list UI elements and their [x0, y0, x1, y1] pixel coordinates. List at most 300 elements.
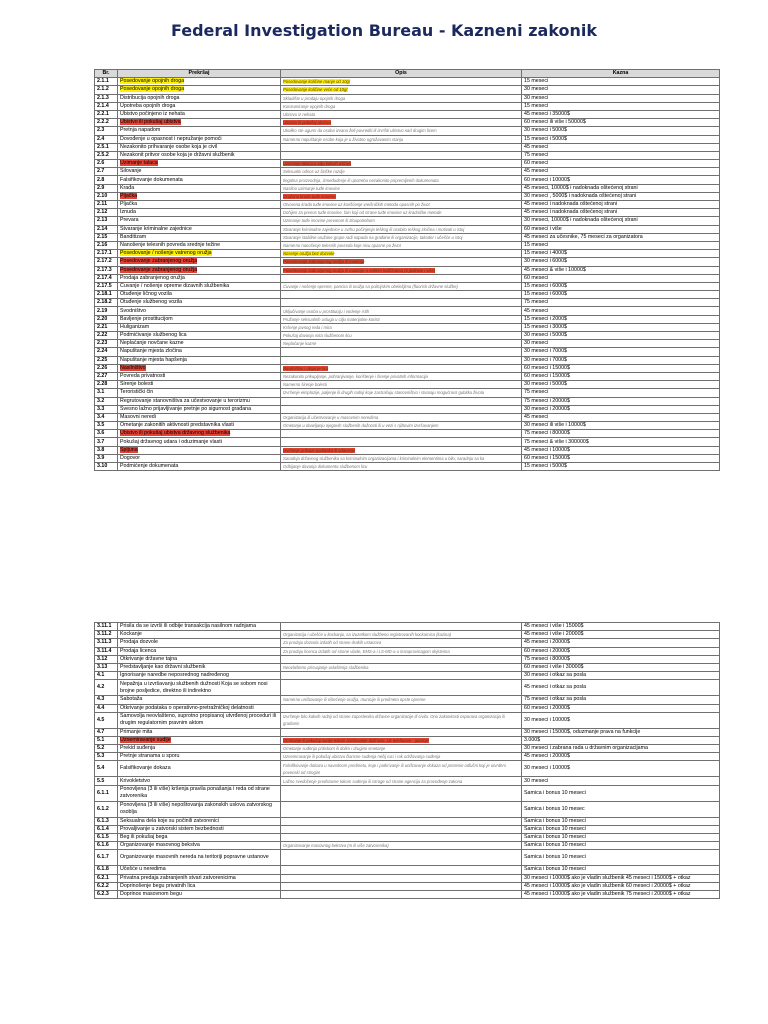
offense-description-text: Stvaranje kriminalne zajednice u svrhu počinjenja teškog ili osobito teškog zločina i motivati u istoj — [283, 226, 465, 232]
offense-description — [281, 882, 522, 890]
offense-description-text: Namerno nanošenje telesnih povreda koje nisu opasne po život — [283, 243, 401, 249]
offense-name-text: Pretnja napadom — [120, 127, 161, 134]
penalty — [522, 405, 720, 413]
table-row — [95, 274, 720, 282]
penalty — [522, 663, 720, 671]
table-row — [95, 430, 720, 438]
penalty — [522, 890, 720, 898]
penalty-text: 60 meseci i 15000$ — [524, 454, 570, 461]
penalty-text: 60 meseci — [524, 274, 549, 281]
offense-name — [118, 430, 281, 438]
offense-description-text: Seksualni odnos uz fizičke razdje — [283, 169, 345, 175]
penalty-text: 30 meseci i 7000$ — [524, 356, 567, 363]
offense-description-text: Pokušaj davanja mita službenom licu — [283, 333, 352, 339]
offense-description — [281, 78, 522, 86]
article-number-text: 2.25 — [97, 356, 108, 363]
offense-description — [281, 102, 522, 110]
offense-name-text: Dovođenje u opasnost i nepružanje pomoći — [120, 135, 222, 142]
article-number-text: 2.9 — [97, 184, 105, 191]
offense-description — [281, 446, 522, 454]
table-row — [95, 94, 720, 102]
penalty — [522, 192, 720, 200]
article-number — [95, 446, 118, 454]
table-row — [95, 639, 720, 647]
penalty — [522, 356, 720, 364]
offense-name-text: Nezakonito prihvaranje osobe koja je civil — [120, 143, 218, 150]
table-row — [95, 753, 720, 761]
offense-description — [281, 430, 522, 438]
offense-name — [118, 160, 281, 168]
article-number — [95, 785, 118, 801]
penalty-text: 15 meseci i 6000$ — [524, 282, 567, 289]
penalty-text: 15 meseci i 5000$ — [524, 463, 567, 470]
penalty — [522, 874, 720, 882]
penalty-text: 30 meseci i 15000$, oduzmanje prava na funkcije — [524, 728, 641, 735]
article-number — [95, 233, 118, 241]
article-number — [95, 201, 118, 209]
article-number — [95, 736, 118, 744]
offense-description — [281, 890, 522, 898]
offense-name-text: Prodaja dozvole — [120, 639, 158, 646]
offense-name — [118, 332, 281, 340]
offense-name-text: Iznuda — [120, 209, 136, 216]
offense-name-text: Dogovor — [120, 454, 141, 461]
offense-name — [118, 127, 281, 135]
penalty — [522, 86, 720, 94]
penalty — [522, 348, 720, 356]
penalty — [522, 209, 720, 217]
offense-description — [281, 356, 522, 364]
offense-name — [118, 745, 281, 753]
offense-name — [118, 405, 281, 413]
article-number — [95, 639, 118, 647]
offense-name — [118, 446, 281, 454]
article-number — [95, 110, 118, 118]
article-number — [95, 86, 118, 94]
offense-description-text: Čuvanje i nošenje opreme, pancira ili oružja sa policijskim obeležjima (fluorisk državne službe) — [283, 283, 458, 289]
offense-description — [281, 704, 522, 712]
article-number-text: 2.21 — [97, 323, 108, 330]
penalty — [522, 176, 720, 184]
penalty-text: 15 meseci i 2000$ — [524, 315, 567, 322]
penalty-text: 15 meseci i 6000$ — [524, 291, 567, 298]
table-row — [95, 850, 720, 866]
table-row — [95, 413, 720, 421]
penalty-text: 30 meseci i 6000$ — [524, 258, 567, 265]
article-number-text: 2.10 — [97, 192, 108, 199]
penalty-text: 75 meseci — [524, 151, 549, 158]
penalty — [522, 127, 720, 135]
offense-description — [281, 639, 522, 647]
article-number-text: 2.1.4 — [97, 102, 109, 109]
article-number-text: 2.22 — [97, 332, 108, 339]
offense-name — [118, 78, 281, 86]
article-number — [95, 160, 118, 168]
offense-description-text: Organizovanje masovnog bekstva (m ili više zatvorenika) — [283, 843, 389, 849]
article-number — [95, 266, 118, 274]
offense-name — [118, 680, 281, 696]
article-number-text: 2.3 — [97, 127, 105, 134]
article-number — [95, 647, 118, 655]
offense-name — [118, 712, 281, 728]
table-row — [95, 631, 720, 639]
offense-name-text: Pljačka — [120, 192, 138, 199]
offense-name — [118, 225, 281, 233]
offense-description — [281, 209, 522, 217]
article-number — [95, 184, 118, 192]
offense-description — [281, 631, 522, 639]
article-number-text: 3.5 — [97, 422, 105, 429]
offense-description — [281, 753, 522, 761]
offense-description-text: Posedovanje zabranjenog oružja ili municije u velikim količinama (3 jedinice i više) — [283, 267, 436, 273]
offense-name — [118, 785, 281, 801]
penalty — [522, 785, 720, 801]
article-number-text: 5.5 — [97, 777, 105, 784]
offense-name-text: Doprinos masovnom begu — [120, 891, 182, 898]
offense-description — [281, 168, 522, 176]
offense-name-text: Ignorisanje naredbe neposrednog nadređenog — [120, 672, 229, 679]
offense-name — [118, 696, 281, 704]
penalty-text: 60 meseci i 15000$ — [524, 364, 570, 371]
offense-name — [118, 233, 281, 241]
penalty — [522, 282, 720, 290]
article-number-text: 2.24 — [97, 348, 108, 355]
offense-name — [118, 639, 281, 647]
offense-name-text: Otkrivanje podataka o operativno-pretražničkoj delatnosti — [120, 704, 254, 711]
offense-description — [281, 110, 522, 118]
offense-description-text: Za prodaju dozvola izdatih od strane drakih ustanova — [283, 640, 382, 646]
offense-description — [281, 348, 522, 356]
offense-description — [281, 623, 522, 631]
penalty-text: 45 meseci za učesnike, 75 meseci za organizatora — [524, 233, 643, 240]
article-number-text: 2.19 — [97, 307, 108, 314]
penalty-text: 30 meseci ili više i 10000$ — [524, 422, 586, 429]
offense-name — [118, 463, 281, 471]
article-number — [95, 389, 118, 397]
offense-name-text: Posedovanje zabranjenog oružja — [120, 266, 198, 273]
penalty — [522, 143, 720, 151]
article-number — [95, 127, 118, 135]
article-number-text: 3.12 — [97, 655, 108, 662]
table-row — [95, 315, 720, 323]
penalty — [522, 291, 720, 299]
offense-description-text: Ometanje ili pokušaj sudije tokom izvršavanje dužnosti. Uz telefonom - jutarnje — [283, 737, 429, 743]
article-number — [95, 882, 118, 890]
penalty — [522, 315, 720, 323]
offense-description — [281, 463, 522, 471]
offense-name — [118, 307, 281, 315]
table-row — [95, 241, 720, 249]
article-number-text: 4.7 — [97, 728, 105, 735]
penalty-text: 75 meseci — [524, 299, 549, 306]
penalty-text: 3.000$ — [524, 736, 541, 743]
penalty — [522, 413, 720, 421]
article-number-text: 2.1.2 — [97, 86, 109, 93]
article-number-text: 3.11.2 — [97, 631, 112, 638]
offense-name — [118, 184, 281, 192]
article-number-text: 5.1 — [97, 736, 105, 743]
article-number — [95, 168, 118, 176]
article-number-text: 2.5.1 — [97, 143, 109, 150]
penalty-text: 15 meseci i 5000$ — [524, 135, 567, 142]
penalty — [522, 119, 720, 127]
table-row — [95, 225, 720, 233]
penalty — [522, 389, 720, 397]
offense-description — [281, 225, 522, 233]
offense-description-text: Ubistvo iz nehata — [283, 112, 316, 118]
article-number-text: 6.1.4 — [97, 825, 109, 832]
article-number-text: 3.2 — [97, 397, 105, 404]
article-number-text: 2.17.5 — [97, 282, 112, 289]
table-row — [95, 446, 720, 454]
offense-name — [118, 397, 281, 405]
offense-description-text: Kršenje javnog reda i mira — [283, 324, 332, 330]
article-number — [95, 866, 118, 874]
penalty-text: 30 meseci , 5000$ i nadoknada oštećenoj strani — [524, 192, 637, 199]
offense-name — [118, 94, 281, 102]
table-row — [95, 761, 720, 777]
offense-description — [281, 413, 522, 421]
offense-name-text: Predstavljanje kao državni službenik — [120, 664, 206, 671]
table-row — [95, 78, 720, 86]
table-row — [95, 233, 720, 241]
article-number — [95, 348, 118, 356]
offense-name — [118, 882, 281, 890]
offense-name — [118, 704, 281, 712]
penalty-text: Samica i bonus 10 meseci — [524, 789, 586, 796]
penalty-text: Samica i bonus 10 meseci — [524, 854, 586, 861]
article-number — [95, 438, 118, 446]
offense-description — [281, 777, 522, 785]
offense-description — [281, 241, 522, 249]
article-number — [95, 761, 118, 777]
table-row — [95, 201, 720, 209]
offense-name-text: Organizovanje masovnog bekstva — [120, 842, 200, 849]
article-number-text: 6.1.2 — [97, 805, 109, 812]
penalty — [522, 102, 720, 110]
offense-name — [118, 850, 281, 866]
header-br: Br. — [95, 70, 118, 78]
offense-name-text: Regrutovanje stanovništva za učestvovanje u terorizmu — [120, 397, 250, 404]
penalty-text: 30 meseci, 10000$ i nadoknada oštećenoj strani — [524, 217, 638, 224]
offense-name — [118, 110, 281, 118]
table-row — [95, 785, 720, 801]
offense-name-text: Posedovanje / nošenje vatrenog oružja — [120, 250, 212, 257]
offense-name — [118, 663, 281, 671]
penalty — [522, 274, 720, 282]
table-row — [95, 217, 720, 225]
title-organization: Federal Investigation Bureau — [170, 21, 434, 40]
penalty-text: 45 meseci i nadoknada oštećenoj strani — [524, 201, 618, 208]
penalty-text: 75 meseci i 80000$ — [524, 430, 570, 437]
penalty-text: 60 meseci i više — [524, 225, 562, 232]
offense-name — [118, 151, 281, 159]
article-number-text: 6.1.5 — [97, 834, 109, 841]
offense-description — [281, 151, 522, 159]
offense-description — [281, 745, 522, 753]
penalty-text: 75 meseci — [524, 389, 549, 396]
offense-description — [281, 291, 522, 299]
penalty-text: 60 meseci — [524, 160, 549, 167]
penalty — [522, 623, 720, 631]
offense-description-text: Nosenje oružja bez dozvole — [283, 251, 335, 257]
penalty-text: Samica i bonus 10 meseci — [524, 817, 586, 824]
article-number-text: 3.13 — [97, 664, 108, 671]
offense-name-text: Krivokletstvo — [120, 777, 151, 784]
table-row — [95, 463, 720, 471]
offense-name — [118, 777, 281, 785]
offense-description — [281, 655, 522, 663]
penalty — [522, 745, 720, 753]
penalty — [522, 323, 720, 331]
offense-description — [281, 389, 522, 397]
offense-description — [281, 696, 522, 704]
penalty — [522, 825, 720, 833]
offense-name — [118, 753, 281, 761]
penalty — [522, 135, 720, 143]
article-number — [95, 274, 118, 282]
offense-description-text: Nasilništvo i ubijanje lica — [283, 365, 329, 371]
article-number — [95, 143, 118, 151]
article-number-text: 5.3 — [97, 753, 105, 760]
penalty — [522, 655, 720, 663]
offense-description — [281, 127, 522, 135]
article-number — [95, 834, 118, 842]
article-number — [95, 364, 118, 372]
penalty — [522, 110, 720, 118]
offense-description — [281, 761, 522, 777]
article-number-text: 4.5 — [97, 716, 105, 723]
article-number — [95, 381, 118, 389]
offense-description — [281, 217, 522, 225]
offense-name — [118, 176, 281, 184]
penalty-text: 45 meseci — [524, 168, 549, 175]
penalty — [522, 631, 720, 639]
penalty — [522, 94, 720, 102]
article-number-text: 2.20 — [97, 315, 108, 322]
table-row — [95, 389, 720, 397]
offense-name-text: Doprinošenje begu privatnih lica — [120, 882, 196, 889]
penalty-text: 45 meseci — [524, 307, 549, 314]
offense-name — [118, 135, 281, 143]
article-number — [95, 817, 118, 825]
article-number-text: 6.2.3 — [97, 891, 109, 898]
article-number — [95, 623, 118, 631]
table-row — [95, 405, 720, 413]
offense-name — [118, 623, 281, 631]
offense-name-text: Čuvanje / nošenje opreme dizavnih službenika — [120, 282, 230, 289]
penalty-text: Samica i bonus 10 meseci — [524, 866, 586, 873]
offense-name — [118, 119, 281, 127]
offense-description — [281, 866, 522, 874]
article-number-text: 2.28 — [97, 381, 108, 388]
penalty-text: Samica i bonus 10 meseci — [524, 834, 586, 841]
offense-name — [118, 356, 281, 364]
offense-description-text: Lažno svedočenje predstavne tokom suđenja ili istrage od strane agencija za provođenje zakona — [283, 778, 463, 784]
offense-name-text: Silovanje — [120, 168, 142, 175]
table-row — [95, 454, 720, 462]
table-row — [95, 184, 720, 192]
penalty-text: 30 meseci i otkaz sa posla — [524, 672, 587, 679]
offense-name — [118, 672, 281, 680]
article-number — [95, 430, 118, 438]
offense-description-text: Uzimanje talaca u cilju kakvih uslova — [283, 161, 351, 167]
offense-name-text: Upotreba opojnih droga — [120, 102, 176, 109]
offense-name-text: Ubistvo počinjeno iz nehata — [120, 111, 185, 118]
offense-name — [118, 866, 281, 874]
table-row — [95, 777, 720, 785]
table-row — [95, 736, 720, 744]
article-number — [95, 680, 118, 696]
offense-name — [118, 381, 281, 389]
article-number-text: 2.17.3 — [97, 266, 112, 273]
offense-description-text: Ubistvo ili pokušaj ubistva — [283, 120, 331, 126]
penalty — [522, 430, 720, 438]
article-number — [95, 340, 118, 348]
article-number-text: 2.17.1 — [97, 250, 112, 257]
offense-name-text: Kockanje — [120, 631, 142, 638]
table-row — [95, 176, 720, 184]
article-number — [95, 825, 118, 833]
table-row — [95, 127, 720, 135]
offense-description-text: Posedovanje količine manje od 10gr — [283, 79, 351, 85]
penalty — [522, 712, 720, 728]
penal-code-table-2 — [94, 622, 720, 899]
penalty-text: 60 meseci i 15000$ — [524, 373, 570, 380]
penalty-text: 45 meseci i 20000$ — [524, 753, 570, 760]
article-number-text: 3.11.1 — [97, 623, 112, 630]
penalty-text: 30 meseci — [524, 94, 549, 101]
table-row — [95, 86, 720, 94]
offense-name — [118, 761, 281, 777]
offense-name — [118, 241, 281, 249]
article-number — [95, 217, 118, 225]
offense-name-text: Nanošenje telesnih povreda srednje težine — [120, 242, 221, 249]
article-number-text: 3.6 — [97, 430, 105, 437]
offense-name-text: Primanje mita — [120, 728, 153, 735]
article-number — [95, 258, 118, 266]
table-row — [95, 438, 720, 446]
penalty-text: 45 meseci — [524, 413, 549, 420]
offense-name-text: Širenje bolesti — [120, 381, 154, 388]
offense-name-text: Samovolja neovlašteno, suprotno propisanoj utvrđenoj proceduri ili drugim regulatornim pravnim aktom — [120, 713, 277, 727]
offense-description — [281, 119, 522, 127]
offense-description — [281, 274, 522, 282]
offense-name-text: Svesno lažno prijavljivanje pretnje po sigurnost građana — [120, 405, 252, 412]
penalty — [522, 438, 720, 446]
penalty — [522, 728, 720, 736]
penalty — [522, 753, 720, 761]
offense-description-text: Ometanje u obavljanju njegovih službenih dužnosti ili u vezi s njihovim izvršavanjem — [283, 423, 439, 429]
offense-name-text: Neplaćanje novčane kazne — [120, 340, 184, 347]
penalty-text: 45 meseci & više i 10000$ — [524, 266, 586, 273]
penalty-text: 30 meseci — [524, 777, 549, 784]
penalty-text: 60 meseci i više i 30000$ — [524, 664, 584, 671]
header-penalty: Kazna — [522, 70, 720, 78]
article-number-text: 2.7 — [97, 168, 105, 175]
table-row — [95, 340, 720, 348]
article-number — [95, 655, 118, 663]
offense-description — [281, 672, 522, 680]
table-row — [95, 672, 720, 680]
offense-description — [281, 192, 522, 200]
offense-name-text: Stvaranje kriminalne zajednice — [120, 225, 192, 232]
article-number-text: 4.2 — [97, 684, 105, 691]
offense-name-text: Nasilništvo — [120, 364, 146, 371]
penalty — [522, 332, 720, 340]
offense-name-text: Falsifikovanje dokaza — [120, 765, 171, 772]
offense-name-text: Sabotaža — [120, 696, 143, 703]
